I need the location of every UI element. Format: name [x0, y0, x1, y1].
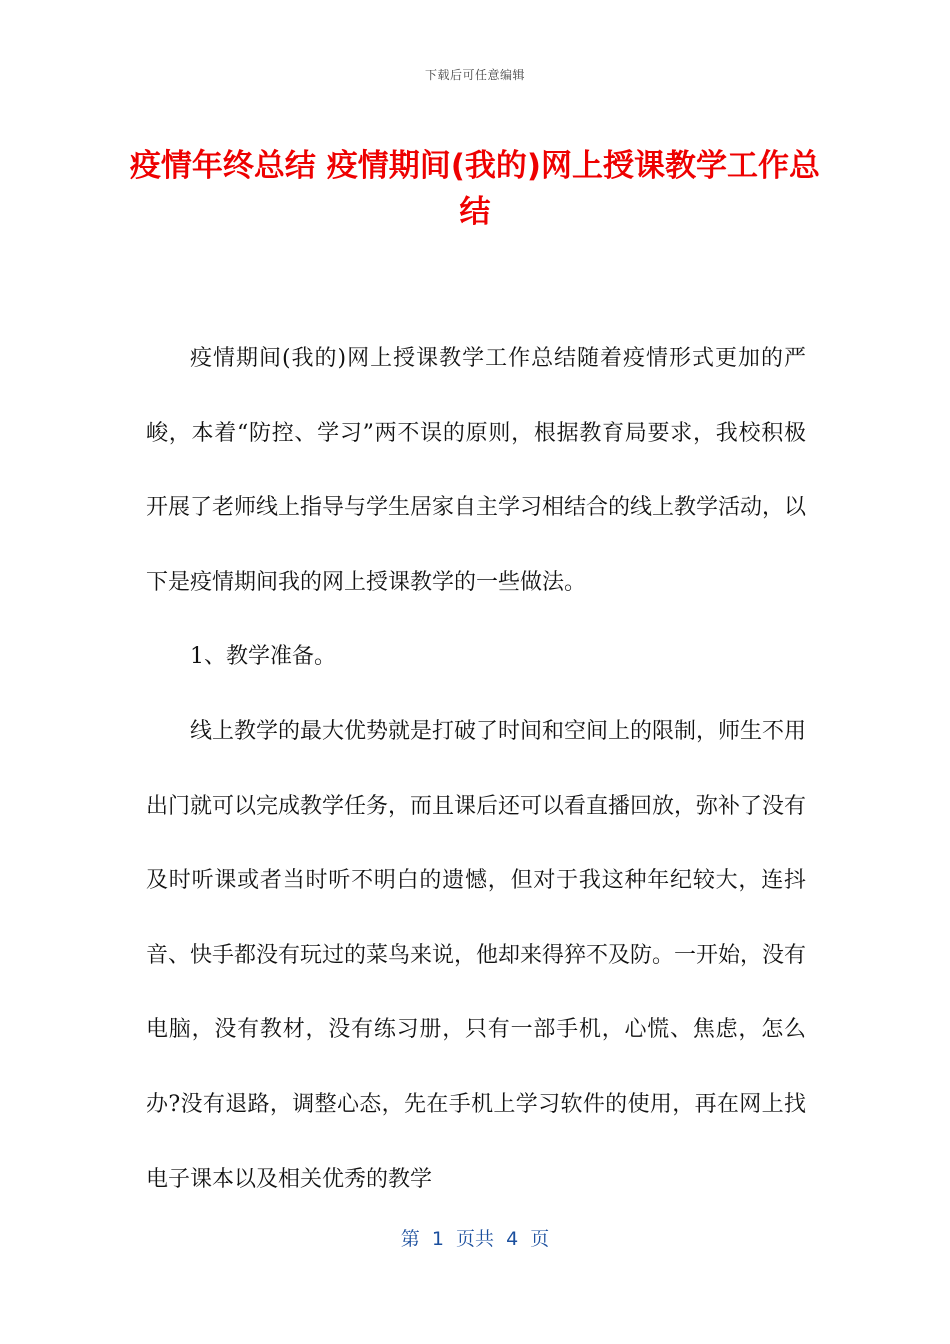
paragraph-teaching-prep: 线上教学的最大优势就是打破了时间和空间上的限制，师生不用出门就可以完成教学任务，而且课后还可以看直播回放，弥补了没有及时听课或者当时听不明白的遗憾，但对于我这种年纪较大，连抖音、快手都没有玩过的菜鸟来说，他却来得猝不及防。一开始，没有电脑，没有教材，没有练习册，只有一部手机，心慌、焦虑，怎么办?没有退路，调整心态，先在手机上学习软件的使用，再在网上找电子课本以及相关优秀的教学 — [146, 718, 807, 1192]
page-number: 第 1 页共 4 页 — [400, 1228, 550, 1250]
document-body — [146, 322, 806, 1217]
header-note: 下载后可任意编辑 — [424, 68, 525, 82]
document-title: 疫情年终总结 疫情期间(我的)网上授课教学工作总结 — [129, 148, 821, 230]
paragraph-intro: 疫情期间(我的)网上授课教学工作总结随着疫情形式更加的严峻，本着“防控、学习”两不误的原则，根据教育局要求，我校积极开展了老师线上指导与学生居家自主学习相结合的线上教学活动，以下是疫情期间我的网上授课教学的一些做法。 — [146, 346, 807, 595]
paragraph-section-heading: 1、教学准备。 — [190, 644, 336, 670]
